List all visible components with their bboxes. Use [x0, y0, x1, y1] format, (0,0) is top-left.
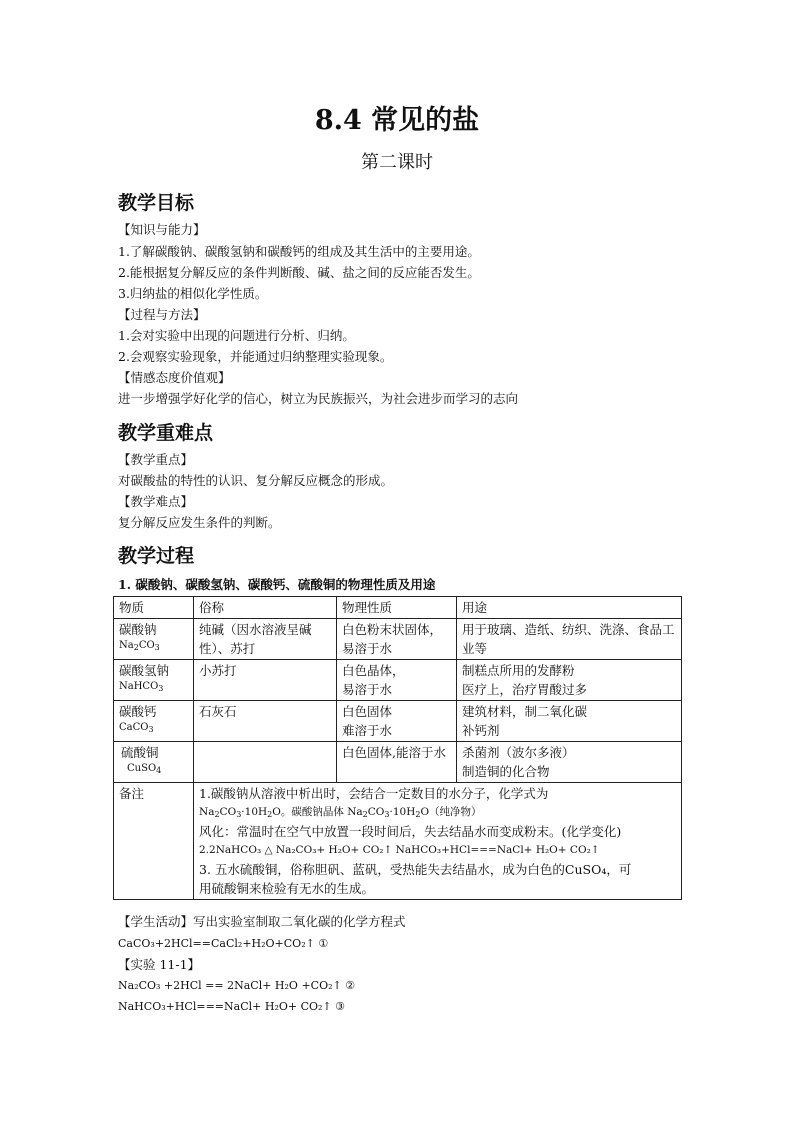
experiment-label: 【实验 11-1】 [118, 957, 201, 972]
table-caption: 1. 碳酸钠、碳酸氢钠、碳酸钙、硫酸铜的物理性质及用途 [118, 577, 436, 592]
physical-cell: 白色晶体， 易溶于水 [337, 660, 457, 701]
substance-cell [114, 660, 194, 701]
note-line: 1.碳酸钠从溶液中析出时，会结合一定数目的水分子，化学式为 [199, 786, 549, 801]
table-header-cell: 用途 [457, 597, 682, 619]
section-heading-process: 教学过程 [118, 545, 195, 567]
physical-cell: 白色固体,能溶于水 [337, 742, 457, 783]
alias-cell: 石灰石 [194, 701, 337, 742]
focus-text: 对碳酸盐的特性的认识、复分解反应概念的形成。 [118, 473, 394, 488]
substance-name: 碳酸钙 [119, 704, 157, 719]
knowledge-label: 【知识与能力】 [118, 222, 206, 237]
substance-name: 碳酸氢钠 [119, 663, 170, 678]
knowledge-item-3: 3.归纳盐的相似化学性质。 [118, 286, 268, 301]
table-row [114, 619, 682, 660]
table-row [114, 660, 682, 701]
note-cell [194, 783, 682, 900]
equation-1: CaCO₃+2HCl==CaCl₂+H₂O+CO₂↑ ① [118, 937, 329, 950]
use-cell: 用于玻璃、造纸、纺织、洗涤、食品工业等 [457, 619, 682, 660]
page-subtitle: 第二课时 [361, 152, 433, 173]
table-row [114, 701, 682, 742]
process-item-2: 2.会观察实验现象，并能通过归纳整理实验现象。 [118, 349, 393, 364]
use-cell: 制糕点所用的发酵粉 医疗上，治疗胃酸过多 [457, 660, 682, 701]
process-item-1: 1.会对实验中出现的问题进行分析、归纳。 [118, 328, 355, 343]
substance-cell [114, 742, 194, 783]
use-cell: 建筑材料，制二氧化碳 补钙剂 [457, 701, 682, 742]
section-heading-key-points: 教学重难点 [118, 422, 214, 444]
physical-cell: 白色固体 难溶于水 [337, 701, 457, 742]
activity-label: 【学生活动】写出实验室制取二氧化碳的化学方程式 [118, 914, 406, 929]
equation-3: NaHCO₃+HCl===NaCl+ H₂O+ CO₂↑ ③ [118, 1000, 345, 1013]
use-cell: 杀菌剂（波尔多液） 制造铜的化合物 [457, 742, 682, 783]
substance-name: 碳酸钠 [119, 622, 157, 637]
emotion-text: 进一步增强学好化学的信心，树立为民族振兴，为社会进步而学习的志向 [118, 391, 519, 406]
substance-formula: $Na_2CO_3$ [119, 640, 160, 652]
substance-name: 硫酸铜 [121, 745, 159, 760]
table-row [114, 742, 682, 783]
substance-cell [114, 619, 194, 660]
note-line: 风化：常温时在空气中放置一段时间后，失去结晶水而变成粉末。(化学变化) [199, 824, 622, 839]
alias-cell: 纯碱（因水溶液呈碱性）、苏打 [194, 619, 337, 660]
substance-cell [114, 701, 194, 742]
substance-formula: CaCO$_3$ [119, 722, 154, 734]
emotion-label: 【情感态度价值观】 [118, 370, 231, 385]
note-line: $Na_2CO_3\cdot 10H_2O$。碳酸钠晶体 $Na_2CO_3\cdot 10H_2O$（纯净物） [199, 806, 482, 819]
table-header-cell: 物理性质 [337, 597, 457, 619]
alias-cell: 小苏打 [194, 660, 337, 701]
substance-formula: NaHCO$_3$ [119, 681, 164, 693]
note-label-cell: 备注 [114, 783, 194, 900]
focus-label: 【教学重点】 [118, 452, 194, 467]
section-heading-objectives: 教学目标 [118, 192, 195, 214]
table-header-cell: 俗称 [194, 597, 337, 619]
difficulty-label: 【教学难点】 [118, 494, 194, 509]
page-title: 8.4 常见的盐 [314, 105, 480, 136]
physical-cell: 白色粉末状固体，易溶于水 [337, 619, 457, 660]
knowledge-item-2: 2.能根据复分解反应的条件判断酸、碱、盐之间的反应能否发生。 [118, 265, 480, 280]
note-line: 3. 五水硫酸铜，俗称胆矾、蓝矾，受热能失去结晶水，成为白色的CuSO₄，可 [199, 862, 632, 877]
substance-formula: CuSO$_4$ [127, 763, 162, 775]
note-line: 用硫酸铜来检验有无水的生成。 [199, 881, 375, 896]
difficulty-text: 复分解反应发生条件的判断。 [118, 515, 281, 530]
table-header-cell: 物质 [114, 597, 194, 619]
salts-table [113, 596, 682, 900]
table-note-row [114, 783, 682, 900]
alias-cell [194, 742, 337, 783]
knowledge-item-1: 1.了解碳酸钠、碳酸氢钠和碳酸钙的组成及其生活中的主要用途。 [118, 244, 480, 259]
table-header-row [114, 597, 682, 619]
note-line: 2.2NaHCO₃ △ Na₂CO₃+ H₂O+ CO₂↑ NaHCO₃+HCl===NaCl+ H₂O+ CO₂↑ [199, 844, 600, 856]
equation-2: Na₂CO₃ +2HCl == 2NaCl+ H₂O +CO₂↑ ② [118, 979, 356, 992]
process-label: 【过程与方法】 [118, 307, 206, 322]
